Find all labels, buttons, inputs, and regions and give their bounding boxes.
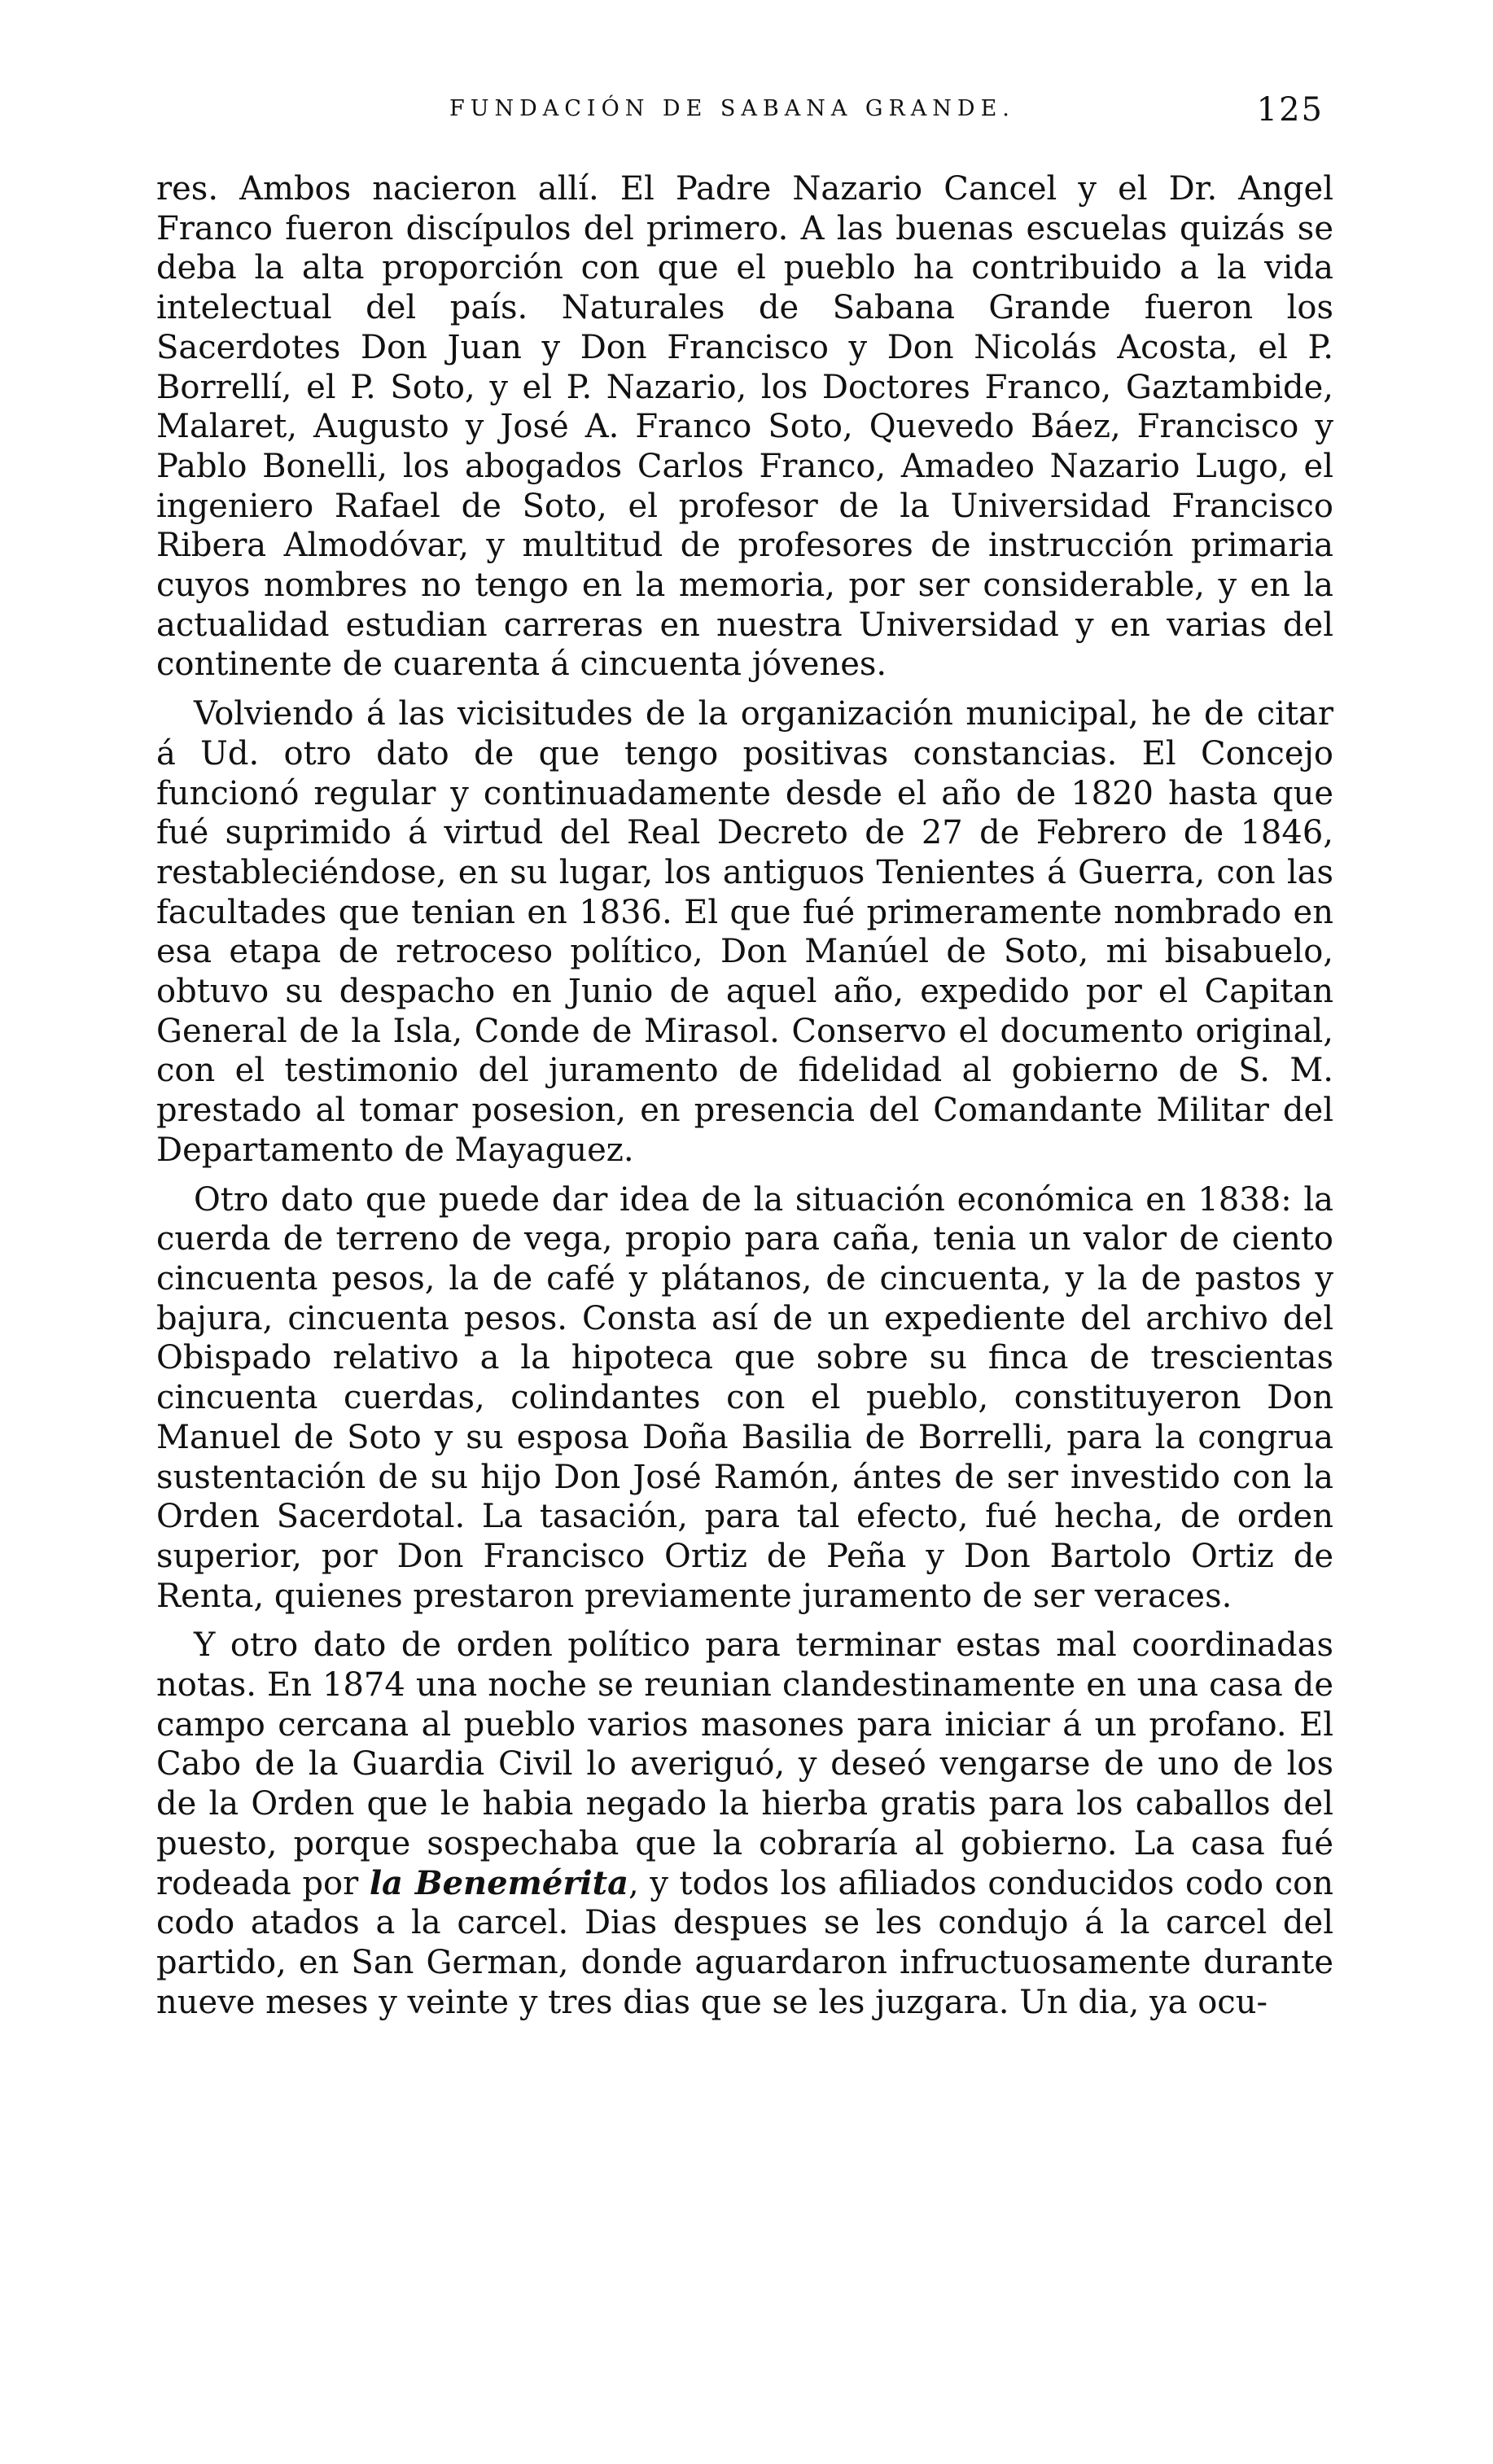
- running-title: FUNDACIÓN DE SABANA GRANDE.: [449, 96, 1015, 121]
- paragraph-4-italic-text: la Benemérita: [369, 1863, 628, 1902]
- paragraph-3: Otro dato que puede dar idea de la situación económica en 1838: la cuerda de terreno de vega, propio para caña, tenia un valor de ciento cincuenta pesos, la de café y plátanos, de cincuenta, y la de pastos y bajura, cincuenta pesos. Consta así de un expediente del archivo del Obispado relativo a la hipoteca que sobre su finca de trescientas cincuenta cuerdas, colindantes con el pueblo, constituyeron Don Manuel de Soto y su esposa Doña Basilia de Borrelli, para la congrua sustentación de su hijo Don José Ramón, ántes de ser investido con la Orden Sacerdotal. La tasación, para tal efecto, fué hecha, de orden superior, por Don Francisco Ortiz de Peña y Don Bartolo Ortiz de Renta, quienes prestaron previamente juramento de ser veraces.: [156, 1180, 1333, 1615]
- page-number: 125: [1256, 91, 1324, 129]
- paragraph-1: res. Ambos nacieron allí. El Padre Nazario Cancel y el Dr. Angel Franco fueron discípulos del primero. A las buenas escuelas quizás se deba la alta proporción con que el pueblo ha contribuido a la vida intelectual del país. Naturales de Sabana Grande fueron los Sacerdotes Don Juan y Don Francisco y Don Nicolás Acosta, el P. Borrellí, el P. Soto, y el P. Nazario, los Doctores Franco, Gaztambide, Malaret, Augusto y José A. Franco Soto, Quevedo Báez, Francisco y Pablo Bonelli, los abogados Carlos Franco, Amadeo Nazario Lugo, el ingeniero Rafael de Soto, el profesor de la Universidad Francisco Ribera Almodóvar, y multitud de profesores de instrucción primaria cuyos nombres no tengo en la memoria, por ser considerable, y en la actualidad estudian carreras en nuestra Universidad y en varias del continente de cuarenta á cincuenta jóvenes.: [156, 170, 1333, 684]
- book-page: [156, 90, 1333, 2022]
- paragraph-2: Volviendo á las vicisitudes de la organización municipal, he de citar á Ud. otro dato de que tengo positivas constancias. El Concejo funcionó regular y continuadamente desde el año de 1820 hasta que fué suprimido á virtud del Real Decreto de 27 de Febrero de 1846, restableciéndose, en su lugar, los antiguos Tenientes á Guerra, con las facultades que tenian en 1836. El que fué primeramente nombrado en esa etapa de retroceso político, Don Manúel de Soto, mi bisabuelo, obtuvo su despacho en Junio de aquel año, expedido por el Capitan General de la Isla, Conde de Mirasol. Conservo el documento original, con el testimonio del juramento de fidelidad al gobierno de S. M. prestado al tomar posesion, en presencia del Comandante Militar del Departamento de Mayaguez.: [156, 695, 1333, 1169]
- paragraph-4-text-after: , y todos los afiliados conducidos codo con codo atados a la carcel. Dias despues se les condujo á la carcel del partido, en San German, donde aguardaron infructuosamente durante nueve meses y veinte y tres dias que se les juzgara. Un dia, ya ocu-: [156, 1864, 1333, 2021]
- paragraph-4-text-before: Y otro dato de orden político para terminar estas mal coordinadas notas. En 1874 una noche se reunian clandestinamente en una casa de campo cercana al pueblo varios masones para iniciar á un profano. El Cabo de la Guardia Civil lo averiguó, y deseó vengarse de uno de los de la Orden que le habia negado la hierba gratis para los caballos del puesto, porque sospechaba que la cobraría al gobierno. La casa fué rodeada por: [156, 1626, 1333, 1902]
- running-header: [156, 90, 1333, 138]
- paragraph-4: [156, 1626, 1333, 2022]
